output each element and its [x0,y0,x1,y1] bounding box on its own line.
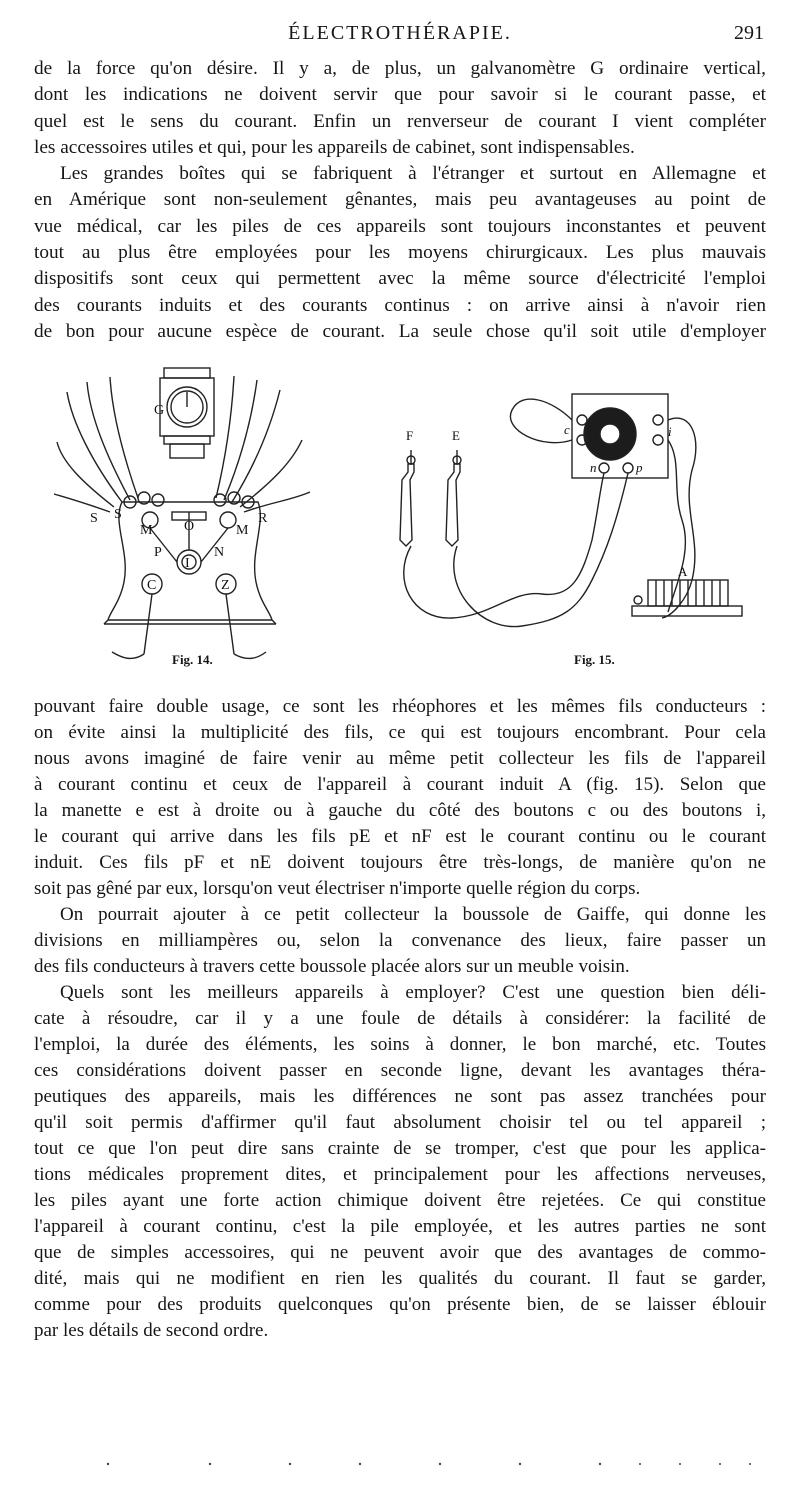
text-line: On pourrait ajouter à ce petit collecteur la boussole de Gaiffe, qui donne les [60,904,766,925]
text-line: l'emploi, la durée des éléments, les soins à donner, le bon marché, etc. Toutes [34,1034,766,1055]
label-M-right: M [236,523,249,538]
text-line: qu'il soit permis d'affirmer qu'il faut absolument choisir tel ou tel appareil ; [34,1112,766,1133]
paragraph [34,694,766,902]
label-c: c [564,422,570,437]
text-line: tout ce que l'on peut dire sans crainte de se tromper, c'est que pour les applica- [34,1138,766,1159]
scan-noise-dots [100,1456,760,1470]
figure-14-apparatus [52,362,322,672]
figure-15-caption: Fig. 15. [574,652,615,667]
text-line: dont les indications ne doivent servir que pour savoir si le courant passe, et [34,84,766,106]
label-n: n [590,460,597,475]
text-block-top [34,56,766,345]
label-E: E [452,428,460,443]
label-N: N [214,545,225,560]
text-line: dispositifs sont ceux qui permettent avec la même source d'électricité l'emploi [34,268,766,290]
text-line: de bon pour aucune espèce de courant. La seule chose qu'il soit utile d'employer [34,320,766,342]
page-number: 291 [734,22,764,44]
label-O: O [184,519,195,534]
figure-14-caption: Fig. 14. [172,652,213,667]
text-line: le courant qui arrive dans les fils pE et nF est le courant continu ou le courant [34,826,766,847]
label-M-left: M [140,523,153,538]
text-line: des courants induits et des courants continus : on arrive ainsi à n'avoir rien [34,294,766,316]
label-S: S [114,507,122,522]
text-line: en Amérique sont non-seulement gênantes, mais peu avantageuses au point de [34,189,766,211]
text-line: tout au plus être employées pour les moyens chirurgicaux. Les plus mauvais [34,242,766,264]
running-title: ÉLECTROTHÉRAPIE. [288,22,512,44]
label-G: G [154,403,165,418]
text-line: Quels sont les meilleurs appareils à employer? C'est une question bien déli- [60,982,766,1003]
text-line: l'appareil à courant continu, c'est la pile employée, et les autres parties ne sont [34,1216,766,1237]
paragraph [34,902,766,980]
text-line: à courant continu et ceux de l'appareil à courant induit A (fig. 15). Selon que [34,774,766,795]
figure-15-drawing [372,380,752,650]
text-line: vue médical, car les piles de ces appareils sont toujours inconstantes et peuvent [34,215,766,237]
label-Z: Z [221,578,230,593]
text-line: divisions en milliampères ou, selon la convenance des lieux, faire passer un [34,930,766,951]
label-C: C [147,578,157,593]
text-line: les piles ayant une forte action chimique doivent être rejetées. Ce qui constitue [34,1190,766,1211]
text-line: que de simples accessoires, qui ne peuvent avoir que des avantages de commo- [34,1242,766,1263]
text-line: peutiques des appareils, mais les différences ne sont pas assez tranchées pour [34,1086,766,1107]
label-p: p [636,460,643,475]
text-line: induit. Ces fils pF et nE doivent toujours être très-longs, de manière qu'on ne [34,852,766,873]
text-line: la manette e est à droite ou à gauche du côté des boutons c ou des boutons i, [34,800,766,821]
figure-15-collector [372,380,752,672]
label-R: R [258,511,268,526]
paragraph [34,980,766,1344]
page-header [0,22,800,52]
text-line: quel est le sens du courant. Enfin un renverseur de courant I vient compléter [34,110,766,132]
text-line: tions médicales proprement dites, et principalement pour les affections nerveuses, [34,1164,766,1185]
paragraph [34,161,766,345]
paragraph [34,56,766,161]
label-A: A [678,564,688,579]
text-line: Les grandes boîtes qui se fabriquent à l'étranger et surtout en Allemagne et [60,163,766,185]
text-line: on évite ainsi la multiplicité des fils, ce qui est toujours encombrant. Pour cela [34,722,766,743]
label-i: i [668,424,672,439]
label-F: F [406,428,414,443]
text-line: des fils conducteurs à travers cette boussole placée alors sur un meuble voisin. [34,956,630,977]
text-line: ces considérations doivent passer en seconde ligne, devant les avantages théra- [34,1060,766,1081]
text-line: nous avons imaginé de faire venir au même petit collecteur les fils de l'appareil [34,748,766,769]
text-line: les accessoires utiles et qui, pour les appareils de cabinet, sont indispensables. [34,136,635,158]
figure-14-drawing [52,362,322,662]
text-line: pouvant faire double usage, ce sont les rhéophores et les mêmes fils conducteurs : [34,696,766,717]
text-line: par les détails de second ordre. [34,1320,269,1341]
text-line: cate à résoudre, car il y a une foule de détails à considérer: la facilité de [34,1008,766,1029]
text-line: dité, mais qui ne modifient en rien les qualités du courant. Il faut se garder, [34,1268,766,1289]
text-block-bottom [34,694,766,1344]
text-line: comme pour des produits quelconques qu'on présente bien, de se laisser éblouir [34,1294,766,1315]
label-S-left: S [90,511,98,526]
text-line: de la force qu'on désire. Il y a, de plus, un galvanomètre G ordinaire vertical, [34,58,766,79]
label-P: P [154,545,162,560]
text-line: soit pas gêné par eux, lorsqu'on veut électriser n'importe quelle région du corps. [34,878,641,899]
label-I: I [185,556,190,571]
